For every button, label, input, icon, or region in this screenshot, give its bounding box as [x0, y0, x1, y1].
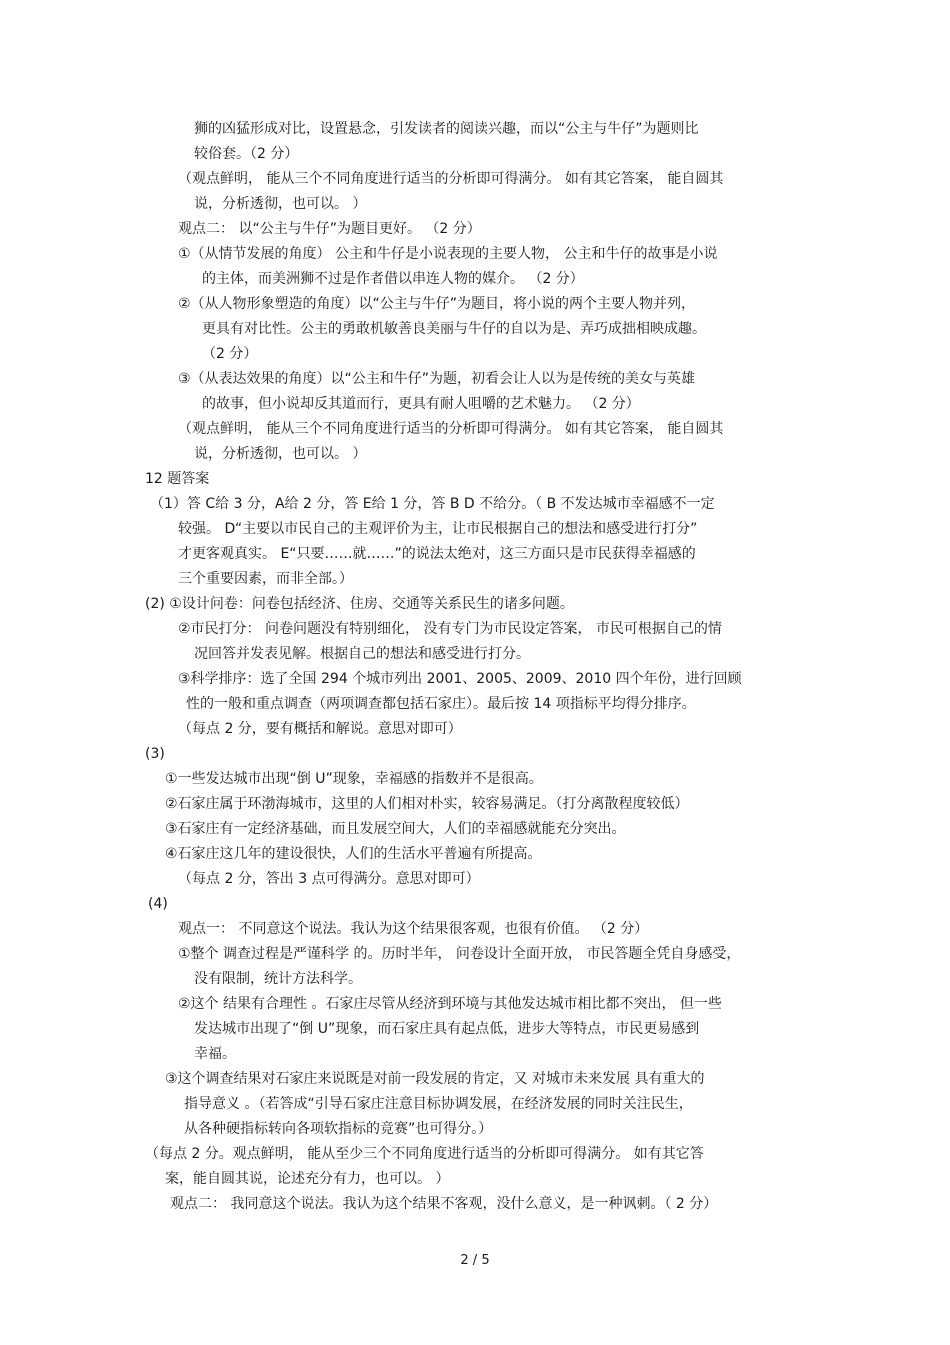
text-line: （每点 2 分，答出 3 点可得满分。意思对即可） [178, 871, 480, 887]
text-line: ③（从表达效果的角度）以“公主和牛仔”为题，初看会让人以为是传统的美女与英雄 [178, 371, 696, 387]
text-line: 观点二： 以“公主与牛仔”为题目更好。 （2 分） [178, 221, 481, 237]
text-line: ③科学排序：选了全国 294 个城市列出 2001、2005、2009、2010 四个年份，进行回顾 [178, 671, 742, 687]
text-line: 才更客观真实。 E“只要……就……”的说法太绝对，这三方面只是市民获得幸福感的 [178, 546, 696, 562]
text-line: 三个重要因素，而非全部。） [178, 571, 353, 587]
text-line: 性的一般和重点调查（两项调查都包括石家庄）。最后按 14 项指标平均得分排序。 [186, 696, 696, 712]
text-line: ③这个调查结果对石家庄来说既是对前一段发展的肯定，又 对城市未来发展 具有重大的 [165, 1071, 705, 1087]
text-line: 观点二： 我同意这个说法。我认为这个结果不客观，没什么意义，是一种讽刺。（ 2 分） [170, 1196, 718, 1212]
section-heading: 12 题答案 [145, 471, 210, 487]
text-line: 的故事，但小说却反其道而行，更具有耐人咀嚼的艺术魅力。 （2 分） [202, 396, 640, 412]
text-line: 幸福。 [194, 1046, 236, 1062]
text-line: 没有限制，统计方法科学。 [194, 971, 362, 987]
text-line: 观点一： 不同意这个说法。我认为这个结果很客观，也很有价值。 （2 分） [178, 921, 649, 937]
text-line: 况回答并发表见解。根据自己的想法和感受进行打分。 [194, 646, 530, 662]
text-line: ②石家庄属于环渤海城市，这里的人们相对朴实，较容易满足。（打分离散程度较低） [165, 796, 689, 812]
text-line: （观点鲜明， 能从三个不同角度进行适当的分析即可得满分。 如有其它答案， 能自圆其 [178, 171, 724, 187]
text-line: (3) [145, 746, 165, 762]
text-line: ④石家庄这几年的建设很快，人们的生活水平普遍有所提高。 [165, 846, 542, 862]
text-line: 较强。 D“主要以市民自己的主观评价为主，让市民根据自己的想法和感受进行打分” [178, 521, 698, 537]
text-line: （1）答 C给 3 分，A给 2 分，答 E给 1 分，答 B D 不给分。（ B 不发达城市幸福感不一定 [150, 496, 715, 512]
text-line: 发达城市出现了“倒 U”现象，而石家庄具有起点低，进步大等特点，市民更易感到 [194, 1021, 700, 1037]
text-line: （每点 2 分，要有概括和解说。意思对即可） [178, 721, 462, 737]
text-line: ①整个 调查过程是严谨科学 的。历时半年， 问卷设计全面开放， 市民答题全凭自身感受， [178, 946, 741, 962]
text-line: 狮的凶猛形成对比，设置悬念，引发读者的阅读兴趣，而以“公主与牛仔”为题则比 [194, 121, 699, 137]
text-line: (4) [148, 896, 168, 912]
text-line: 从各种硬指标转向各项软指标的竞赛”也可得分。） [184, 1121, 493, 1137]
text-line: ③石家庄有一定经济基础，而且发展空间大，人们的幸福感就能充分突出。 [165, 821, 626, 837]
text-line: ②（从人物形象塑造的角度）以“公主与牛仔”为题目，将小说的两个主要人物并列， [178, 296, 696, 312]
text-line: (2) ①设计问卷：问卷包括经济、住房、交通等关系民生的诸多问题。 [145, 596, 574, 612]
text-line: ①（从情节发展的角度） 公主和牛仔是小说表现的主要人物， 公主和牛仔的故事是小说 [178, 246, 718, 262]
text-line: 指导意义 。（若答成“引导石家庄注意目标协调发展，在经济发展的同时关注民生， [184, 1096, 693, 1112]
text-line: （观点鲜明， 能从三个不同角度进行适当的分析即可得满分。 如有其它答案， 能自圆其 [178, 421, 724, 437]
text-line: ②市民打分： 问卷问题没有特别细化， 没有专门为市民设定答案， 市民可根据自己的情 [178, 621, 722, 637]
text-line: ②这个 结果有合理性 。石家庄尽管从经济到环境与其他发达城市相比都不突出， 但一些 [178, 996, 722, 1012]
page-number: 2 / 5 [460, 1253, 490, 1268]
text-line: 说，分析透彻，也可以。 ） [194, 446, 367, 462]
text-line: 更具有对比性。公主的勇敢机敏善良美丽与牛仔的自以为是、弄巧成拙相映成趣。 [202, 321, 706, 337]
text-line: ①一些发达城市出现“倒 U”现象，幸福感的指数并不是很高。 [165, 771, 543, 787]
text-line: 说，分析透彻，也可以。 ） [194, 196, 367, 212]
text-line: （2 分） [202, 346, 258, 362]
text-line: 较俗套。（2 分） [194, 146, 299, 162]
text-line: （每点 2 分。观点鲜明， 能从至少三个不同角度进行适当的分析即可得满分。 如有其它答 [145, 1146, 704, 1162]
text-line: 案，能自圆其说，论述充分有力，也可以。 ） [165, 1171, 450, 1187]
text-line: 的主体，而美洲狮不过是作者借以串连人物的媒介。 （2 分） [202, 271, 584, 287]
